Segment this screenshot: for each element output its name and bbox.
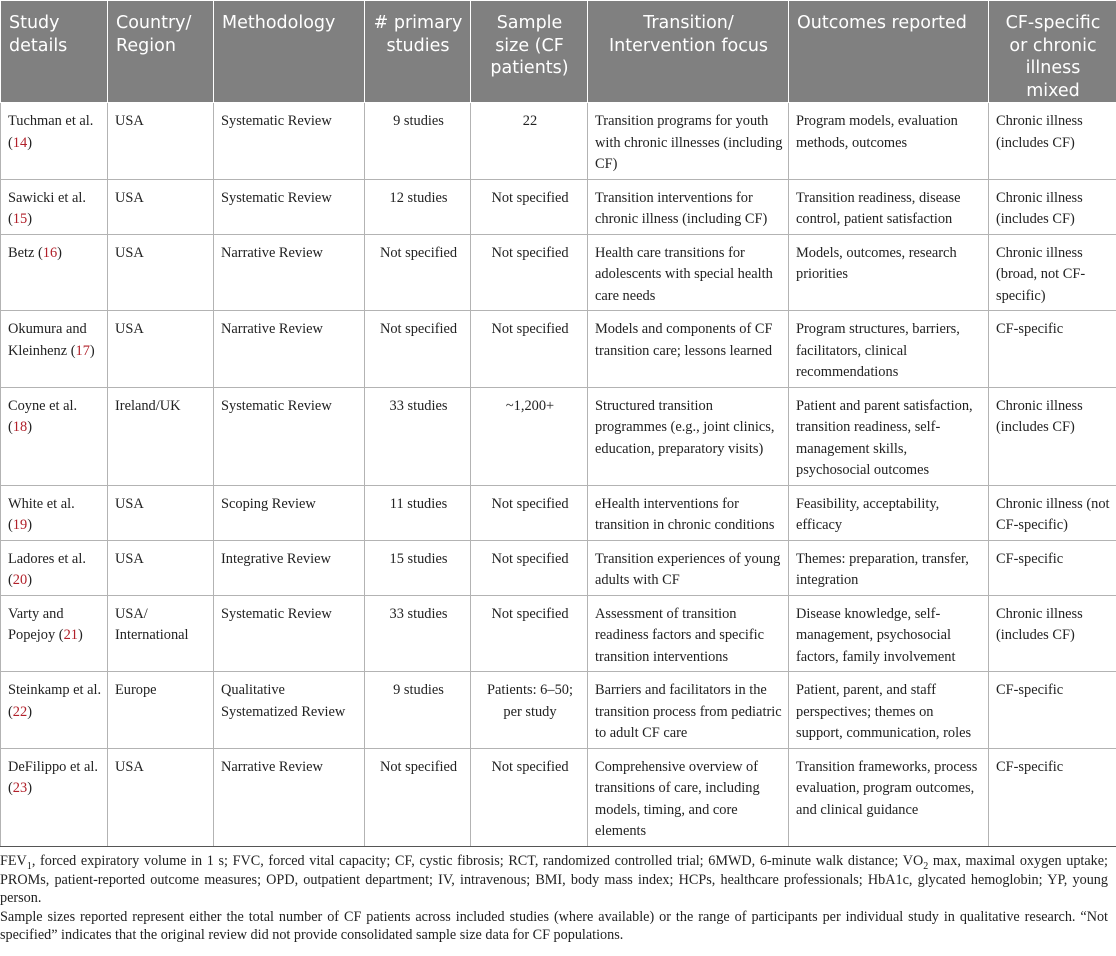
study-name: White et al. ( <box>8 495 75 533</box>
reference-link[interactable]: 14 <box>12 134 28 151</box>
country-cell: USA <box>108 179 214 234</box>
sample-size-cell: Not specified <box>471 234 588 311</box>
study-name-close: ) <box>77 627 83 643</box>
study-name-close: ) <box>27 517 32 533</box>
methodology-cell: Integrative Review <box>214 540 365 595</box>
study-details-cell <box>1 103 108 180</box>
methodology-cell: Qualitative Systematized Review <box>214 672 365 749</box>
outcomes-cell: Program structures, barriers, facilitators, clinical recommendations <box>789 311 989 388</box>
methodology-cell: Systematic Review <box>214 179 365 234</box>
focus-cell: Health care transitions for adolescents with special health care needs <box>588 234 789 311</box>
study-name-close: ) <box>27 572 32 588</box>
table-row <box>1 387 1116 485</box>
study-name: Betz ( <box>8 244 43 261</box>
methodology-cell: Narrative Review <box>214 311 365 388</box>
study-name-close: ) <box>27 134 32 151</box>
focus-cell: Structured transition programmes (e.g., joint clinics, education, preparatory visits) <box>588 387 789 485</box>
study-details-cell <box>1 672 108 749</box>
table-row <box>1 672 1116 749</box>
header-study-details: Study details <box>1 1 108 103</box>
header-methodology: Methodology <box>214 1 365 103</box>
fev-abbrev: FEV <box>0 853 27 869</box>
reference-link[interactable]: 15 <box>12 211 28 227</box>
methodology-cell: Systematic Review <box>214 103 365 180</box>
table-row <box>1 748 1116 846</box>
focus-cell: Transition programs for youth with chronic illnesses (including CF) <box>588 103 789 180</box>
primary-studies-cell: 11 studies <box>365 485 471 540</box>
sample-size-cell: 22 <box>471 103 588 180</box>
primary-studies-cell: 33 studies <box>365 595 471 672</box>
study-details-cell <box>1 179 108 234</box>
abbreviations-footnote <box>0 852 1108 908</box>
outcomes-cell: Program models, evaluation methods, outcomes <box>789 103 989 180</box>
table-row <box>1 103 1116 180</box>
country-cell: Europe <box>108 672 214 749</box>
country-cell: USA <box>108 540 214 595</box>
methodology-cell: Scoping Review <box>214 485 365 540</box>
study-name: DeFilippo et al. ( <box>8 758 98 796</box>
fev-subscript: 1 <box>26 860 32 872</box>
sample-size-cell: Not specified <box>471 748 588 846</box>
study-details-cell <box>1 540 108 595</box>
reference-link[interactable]: 21 <box>63 627 78 643</box>
table-row <box>1 540 1116 595</box>
country-cell: Ireland/UK <box>108 387 214 485</box>
country-cell: USA <box>108 103 214 180</box>
table-row <box>1 234 1116 311</box>
primary-studies-cell: 9 studies <box>365 103 471 180</box>
focus-cell: eHealth interventions for transition in chronic conditions <box>588 485 789 540</box>
methodology-cell: Systematic Review <box>214 595 365 672</box>
primary-studies-cell: 9 studies <box>365 672 471 749</box>
cf-type-cell: Chronic illness (broad, not CF-specific) <box>989 234 1116 311</box>
focus-cell: Transition experiences of young adults with CF <box>588 540 789 595</box>
cf-type-cell: CF-specific <box>989 540 1116 595</box>
sample-size-cell: Patients: 6–50; per study <box>471 672 588 749</box>
sample-size-cell: Not specified <box>471 485 588 540</box>
study-name: Ladores et al. ( <box>8 550 86 588</box>
study-name: Coyne et al. ( <box>8 397 78 435</box>
focus-cell: Assessment of transition readiness factors and specific transition interventions <box>588 595 789 672</box>
study-name-close: ) <box>89 342 95 359</box>
focus-cell: Transition interventions for chronic illness (including CF) <box>588 179 789 234</box>
study-details-cell <box>1 311 108 388</box>
country-cell: USA <box>108 748 214 846</box>
study-name: Varty and Popejoy ( <box>8 605 64 643</box>
table-row <box>1 595 1116 672</box>
primary-studies-cell: Not specified <box>365 311 471 388</box>
sample-size-footnote: Sample sizes reported represent either the total number of CF patients across included studies (where available) or the range of participants per individual study in qualitative research. “Not specified” indicates that the original review did not provide consolidated sample size data for CF populations. <box>0 908 1108 944</box>
methodology-cell: Narrative Review <box>214 748 365 846</box>
header-primary-studies: # primary studies <box>365 1 471 103</box>
sample-size-cell: Not specified <box>471 540 588 595</box>
table-row <box>1 485 1116 540</box>
cf-type-cell: Chronic illness (not CF-specific) <box>989 485 1116 540</box>
table-footnotes <box>0 852 1108 945</box>
primary-studies-cell: Not specified <box>365 748 471 846</box>
vo-subscript: 2 <box>923 860 929 872</box>
table-header-row <box>1 1 1116 103</box>
cf-type-cell: Chronic illness (includes CF) <box>989 595 1116 672</box>
country-cell: USA <box>108 311 214 388</box>
study-name-close: ) <box>27 780 32 796</box>
study-name-close: ) <box>57 244 62 261</box>
primary-studies-cell: 12 studies <box>365 179 471 234</box>
header-cf-specific: CF-specific or chronic illness mixed <box>989 1 1116 103</box>
outcomes-cell: Patient, parent, and staff perspectives; themes on support, communication, roles <box>789 672 989 749</box>
study-name-close: ) <box>27 419 32 435</box>
primary-studies-cell: 33 studies <box>365 387 471 485</box>
cf-type-cell: CF-specific <box>989 311 1116 388</box>
header-outcomes-reported: Outcomes reported <box>789 1 989 103</box>
header-sample-size: Sample size (CF patients) <box>471 1 588 103</box>
header-transition-focus: Transition/ Intervention focus <box>588 1 789 103</box>
outcomes-cell: Feasibility, acceptability, efficacy <box>789 485 989 540</box>
abbrev-text-rest: max, maximal oxygen uptake; PROMs, patient-reported outcome measures; OPD, outpatient department; IV, intravenous; BMI, body mass index; HCPs, healthcare professionals; HbA1c, glycated hemoglobin; YP, young person. <box>0 853 1108 907</box>
outcomes-cell: Transition frameworks, process evaluation, program outcomes, and clinical guidance <box>789 748 989 846</box>
outcomes-cell: Transition readiness, disease control, patient satisfaction <box>789 179 989 234</box>
reference-link[interactable]: 17 <box>75 342 90 359</box>
reference-link[interactable]: 20 <box>12 572 28 588</box>
focus-cell: Models and components of CF transition care; lessons learned <box>588 311 789 388</box>
cf-type-cell: Chronic illness (includes CF) <box>989 387 1116 485</box>
study-details-cell <box>1 387 108 485</box>
study-name-close: ) <box>27 703 32 720</box>
sample-size-cell: Not specified <box>471 595 588 672</box>
cf-type-cell: Chronic illness (includes CF) <box>989 103 1116 180</box>
outcomes-cell: Disease knowledge, self-management, psychosocial factors, family involvement <box>789 595 989 672</box>
study-details-cell <box>1 748 108 846</box>
study-details-cell <box>1 234 108 311</box>
reference-link[interactable]: 23 <box>12 780 28 796</box>
sample-size-cell: Not specified <box>471 179 588 234</box>
table-row <box>1 179 1116 234</box>
cf-type-cell: CF-specific <box>989 672 1116 749</box>
reference-link[interactable]: 16 <box>42 244 58 261</box>
reference-link[interactable]: 19 <box>12 517 28 533</box>
study-name: Tuchman et al. ( <box>8 113 94 151</box>
country-cell: USA/ International <box>108 595 214 672</box>
outcomes-cell: Patient and parent satisfaction, transition readiness, self-management skills, psychosocial outcomes <box>789 387 989 485</box>
study-name: Okumura and Kleinhenz ( <box>8 321 87 359</box>
methodology-cell: Narrative Review <box>214 234 365 311</box>
methodology-cell: Systematic Review <box>214 387 365 485</box>
study-name: Sawicki et al. ( <box>8 189 86 227</box>
outcomes-cell: Models, outcomes, research priorities <box>789 234 989 311</box>
study-name-close: ) <box>27 211 32 227</box>
cf-type-cell: CF-specific <box>989 748 1116 846</box>
header-country-region: Country/ Region <box>108 1 214 103</box>
table-row <box>1 311 1116 388</box>
country-cell: USA <box>108 234 214 311</box>
sample-size-cell: ~1,200+ <box>471 387 588 485</box>
sample-size-cell: Not specified <box>471 311 588 388</box>
reference-link[interactable]: 22 <box>12 703 28 720</box>
study-name: Steinkamp et al. ( <box>8 682 102 720</box>
study-details-cell <box>1 485 108 540</box>
cf-type-cell: Chronic illness (includes CF) <box>989 179 1116 234</box>
study-details-cell <box>1 595 108 672</box>
country-cell: USA <box>108 485 214 540</box>
focus-cell: Comprehensive overview of transitions of care, including models, timing, and core elements <box>588 748 789 846</box>
reference-link[interactable]: 18 <box>12 419 28 435</box>
outcomes-cell: Themes: preparation, transfer, integration <box>789 540 989 595</box>
focus-cell: Barriers and facilitators in the transition process from pediatric to adult CF care <box>588 672 789 749</box>
abbrev-text-mid: , forced expiratory volume in 1 s; FVC, forced vital capacity; CF, cystic fibrosis; RCT, randomized controlled trial; 6MWD, 6-minute walk distance; VO <box>31 853 924 869</box>
primary-studies-cell: Not specified <box>365 234 471 311</box>
primary-studies-cell: 15 studies <box>365 540 471 595</box>
